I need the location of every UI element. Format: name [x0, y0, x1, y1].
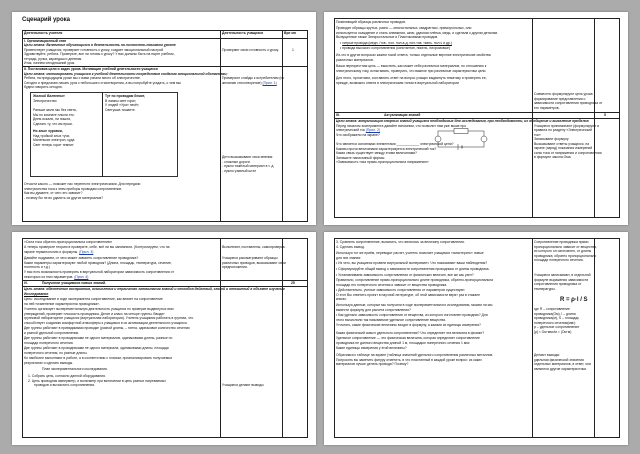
students-text: Записывают формулу — [534, 137, 569, 141]
section-2-students: - нужно тяжёлый материал в т. д. — [222, 164, 275, 168]
students-text: различных проводов, высказывают свои — [222, 260, 286, 265]
text-line: для них знания: — [336, 255, 361, 260]
text-line: Перед началом эксперимента давайте вспомним, что позволит нам уже выше про — [336, 123, 467, 128]
page-4 — [324, 232, 628, 445]
students-text: температуры. — [534, 286, 556, 291]
text-line: и разной удельной сопротивлении. — [24, 330, 80, 335]
text-line: 4. Сделать вывод. — [336, 244, 365, 249]
students-text: отдельных материалов, в ответ, они — [534, 362, 591, 366]
section-2-goal: Цели этапа: мотивировать учащихся к учебной деятельности посредством создания эмоциональной обстановки; — [24, 71, 228, 76]
text-line: этого вычислили так называемое удельное сопротивление вещества. — [336, 317, 447, 322]
students-text: являются другие характеристики. — [534, 366, 587, 371]
section-2-students: Примеряют слайды к истребителям (по — [222, 76, 285, 80]
section-2-heading: II. Постановка цели и задач урока. Мотивация учебной деятельности учащихся — [24, 67, 158, 71]
section-1-text: Итак, начнем сегодняшний урок. — [24, 61, 76, 65]
text-line: Выпущенные также Элекростальные и Пластиковыми проводов. — [336, 35, 439, 39]
list-item: • провода высокого сопротивления (константан, никель, нихромовые) — [340, 45, 451, 50]
section-1-heading: I. Организационный этап — [24, 39, 67, 43]
students-text: сопротивления проводника от — [534, 282, 582, 286]
section-1-goal: Цели этапа: Включение обучающихся в деятельность на личностно-значимом уровне — [24, 43, 176, 47]
text-line: Обратимся к таблице на экране (таблица значений удельного сопротивления различных металлов. — [336, 353, 494, 357]
poem-stanza-title: Тут по проводам бежит, — [105, 94, 146, 98]
appendix-link[interactable]: (Прил. 1) — [262, 80, 277, 85]
section-2-students: Дети высказывают свои мнения: — [222, 155, 274, 159]
text-line: Используя тот же приём, переводят расчет, учитель помогает учащимся «смастерить» новые — [336, 251, 484, 255]
students-text: проводника; обратно пропорционально — [534, 253, 597, 258]
students-text: формирование представления о — [534, 96, 586, 101]
students-text: ρ – удельное сопротивление — [534, 325, 580, 329]
section-2-text: будем говорить сегодня. — [24, 85, 63, 89]
circuit-diagram — [434, 128, 489, 150]
students-text: зависимости сопротивления проводника от — [534, 101, 603, 105]
students-text: его параметров. — [534, 105, 560, 110]
text-line: Приводит образцы крутых, разно — многостальных, квадратных, прямоугольных, или — [336, 26, 472, 30]
text-line: экране терминологию и формулы. (Прил. 3) — [24, 249, 94, 254]
text-line: книгах. — [336, 297, 347, 301]
students-text: в формуле закона Ома. — [534, 155, 572, 159]
students-text: ток» — [534, 132, 541, 137]
section-2-text: Как вы думаете, от чего это зависит? — [24, 191, 83, 195]
section-2-text: электричества тока к этим приборы проводам сопротивление. — [24, 186, 123, 191]
section-1-text: Приветствует учащихся, проверяет готовность к уроку, создает эмоциональный настрой — [24, 47, 164, 52]
page-3 — [12, 232, 316, 445]
poem-line: Днем искали, ни пошли, — [33, 117, 72, 121]
text-line: электрическому току, испытывать, проверить, что важное при различные характеристики цели. — [336, 68, 487, 73]
text-line: Какая физический смысл удельного сопротивления? Что определяет эта величина в физике? — [336, 331, 485, 335]
text-line: Каковы прочи величинами характеризуется электрический ток? — [336, 146, 437, 151]
text-line: Что изображено на экране? — [336, 132, 380, 137]
text-line: «Сила тока обратно-пропорциональна сопротивлению» — [24, 240, 113, 244]
section-1-students: Проверяют свою готовность к уроку. — [222, 48, 279, 52]
poem-line: Мы по комнате плыли это. — [33, 112, 75, 117]
text-line: площади его поперечного сечения и зависит от вещества проводника. — [336, 282, 448, 287]
text-line: Цель: исследование в ходе эксперимента сопротивление, как влияет на сопротивление — [24, 297, 163, 301]
text-line: • Действительно, ученые зависимость сопротивления от параметров существуют. — [336, 288, 466, 292]
students-text: поперечного сечения(мм²) — [534, 320, 576, 325]
text-line: на ней «изменение характеристик проводника». — [24, 301, 100, 306]
text-line: различных материалов. — [336, 57, 374, 62]
text-line: материалов лучше делать провода? Почему? — [336, 362, 409, 366]
text-line: Давайте подумаем, от чего может зависеть сопротивление проводника? — [24, 256, 139, 260]
text-line: Ваша перекрестная цель — выяснить, как может себя различных материалов, по отношению к — [336, 64, 487, 68]
page-title: Сценарий урока — [22, 17, 70, 23]
section-3-heading: Актуализация знаний — [384, 113, 421, 117]
appendix-link[interactable]: (Прил. 2) — [365, 128, 381, 132]
students-text: Учащиеся припоминают (формулируют и — [534, 123, 600, 128]
text-line: 3. Сравнить сопротивление, выяснить, что являлось за величину сопротивления. — [336, 240, 465, 244]
text-line: • Как удельно зависимость сопротивления от вещества, из которого изготовлен проводник? Для — [336, 313, 488, 317]
poem-line: Маленьких электрон, куда — [33, 138, 75, 142]
text-line: Учитель организует эксперементальную деятельность учащихся по проверке выдвинутых ими — [24, 307, 174, 311]
students-text: Учащиеся делают выводы — [222, 383, 264, 387]
text-line: Ко наиболее выполняют в работе, а в соответствии с планом, проанализировать получаемых — [24, 356, 173, 360]
poem-line: Сделать ту, что им ерши. — [33, 121, 73, 126]
students-text: проводника(Ом), l – длина — [534, 311, 576, 316]
text-line: Какие единицы измерения у этой величины? — [336, 346, 407, 350]
section-2-text: - почему бы не во удалить из других материалов? — [24, 195, 104, 200]
text-line: вывести формулу для расчета сопротивления? — [336, 307, 411, 312]
text-line: Две группы работают в проводниками не одного материалов, одинаковыми длины, разные по — [24, 336, 173, 340]
text-line: О этот Вы ответить проект в научной литературе, об этой зависимости верят раз в стакане — [336, 292, 480, 297]
plan-step: 1. Собрать цепь, согласно данной оборудования. — [28, 374, 106, 378]
text-line: прежде, возможно ответа в электрическим тоном в виртуальной лаборатории — [336, 80, 459, 85]
poem-title: Жалкий Валентин — [33, 94, 65, 98]
text-line: Две группы работают в проводниками не одного материала, одинаковыми длины, площади — [24, 346, 169, 350]
page-1 — [12, 12, 316, 225]
students-text: предположения. — [222, 265, 248, 269]
poem-line: Светушка тишаете. — [105, 107, 136, 112]
poem-line: У людей «Ура» несёт, — [105, 103, 140, 107]
text-line: Для этого, прочитаем, составлять ответ на вопрос учащих выдвинуть тематику и проверить ее, — [336, 76, 487, 80]
text-line: плотность и т.д.) — [24, 265, 50, 269]
text-line: некоторых из этих параметров. (Прил. 4) — [24, 274, 89, 279]
students-text: удельная физической значения — [534, 357, 584, 362]
poem-subtitle: Электричество — [33, 99, 57, 103]
students-text: Учащиеся записывают, в отдельной — [534, 273, 591, 277]
students-text: пропорционально зависит от вещества, — [534, 244, 597, 249]
section-4-number: IV. — [24, 281, 28, 285]
text-line: Попросить вы заметить фигуру отметить, в что пластинный в каждой уроке вопрос: из каких — [336, 357, 482, 362]
text-line: У вас есть возможность проверить в виртуальной лаборатории зависимость сопротивления от — [24, 270, 174, 274]
section-2-students: желанию стихотворение) (Прил. 1) — [222, 80, 277, 85]
appendix-link[interactable]: (Прил. 4) — [74, 274, 89, 279]
text-line: Правильно, сопротивление прямо-пропорционально длине проводника, обратно-пропорциональна — [336, 278, 494, 282]
section-4-goal: Цель этапа: обеспечение восприятия, осмысления и первичного запоминания знаний и способов действий, связей и отношений в объекте изучения — [24, 287, 285, 291]
plan-step: проводов и вычислить сопротивления. — [34, 383, 96, 387]
header-students: Деятельность учащихся — [222, 31, 264, 35]
text-line: Что является основными элементами ____________ электрической цепи? — [336, 142, 454, 146]
list-item: • хитрые провода (медн. /тов., пол. пол-в-д. пол-тов. ткань. пол.ч и др.) — [340, 41, 452, 45]
students-text: Высказывают ответы учащихся, на — [534, 141, 590, 146]
text-line: используется осаждение и сталь алюминия, шпаг, удачная плёнка, медь, и сделала к другим деталям. — [336, 30, 498, 35]
poem-stanza-title: Но злые чуровки, — [33, 129, 63, 133]
text-line: • Устанавливаем зависимость сопротивления от физических величин, все же как узел? — [336, 273, 474, 277]
text-line: групповой лабораторное учащихся (виртуальная лаборатория). Учитель учащимся работать в группах, что — [24, 316, 194, 320]
students-text: из которого он изготовлен, от длины — [534, 249, 592, 253]
section-2-text: Сегодня я предлагаю начать урок с небольшого стихотворения, а вы попробуйте угадать, о чем мы — [24, 80, 181, 85]
plan-title: План экспериментального исследования. — [42, 367, 108, 371]
students-text: силы тока от напряжения и сопротивления — [534, 150, 602, 155]
text-line: площади поперечного сечения. — [24, 340, 74, 345]
text-line: Из-что в других вопросах кажем токой ответа, только отдельные верхние электрические свойства — [336, 53, 491, 57]
resistance-formula: R = ρ·l / S — [560, 297, 588, 303]
section-2-text: Ребята, на предыдущем уроке мы с вами узнали много об электричестве. — [24, 76, 141, 80]
text-line: • Сформулируйте общий вывод о зависимости сопротивления проводника от длины проводника. — [336, 267, 490, 271]
poem-line: Над тройкой злых тучи, — [33, 133, 71, 138]
text-line: Используя данные, которые мы получили в ходе экспериментального исследования, можем ли мы — [336, 303, 493, 307]
text-line: проводника не данного вещества длиной 1 м, площадью поперечного сечения 1 мм² — [336, 340, 470, 345]
students-text: где R – сопротивление — [534, 307, 570, 311]
students-text: Сопротивление проводника прямо — [534, 240, 589, 244]
section-1-text: Здравствуйте, ребята. Проверьте, все ли готовы к уроку? У вас должны быть на парте учебник, — [24, 52, 175, 56]
section-2-students: - нужно узкиеый штат — [222, 168, 257, 173]
text-line: Какие параметры характеризуют любой проводник? (Длина, площадь, температура, сечение, — [24, 260, 172, 265]
students-text: экране (заряд) показания измерений — [534, 146, 593, 150]
section-1-text: тетрадь, ручка, карандаш и дневник. — [24, 56, 83, 61]
students-text: Делают выводы: — [534, 353, 561, 357]
plan-step: 2. Цепь проводник амперметр, и вольтметр при включении в цепь разных нагреваемых — [28, 378, 166, 383]
section-4-subheading: Исследование — [24, 292, 49, 296]
text-line: Удельное сопротивление — это физическая величина, которая определяет сопротивление — [336, 336, 480, 340]
text-line: Какая связь существует между этими величинами? — [336, 151, 417, 155]
section-2-text: Отчасти какого — поможет нас перенести электрическими. Для передачи — [24, 182, 141, 186]
text-line: электрический ток (Прил. 2) — [336, 128, 381, 132]
students-text: правила по разделу «Электрический — [534, 128, 592, 132]
section-2-students: - сложные дороги — [222, 159, 250, 164]
header-time: Вре мя — [284, 31, 296, 35]
section-1-time: 1 — [292, 48, 294, 52]
students-text: проводника(м), S – площадь — [534, 316, 580, 320]
appendix-link[interactable]: (Прил. 3) — [79, 249, 94, 254]
text-line: Появляющий образцы различных проводов. — [336, 20, 406, 24]
students-text: Совместно формулируют цель урока: — [534, 92, 594, 96]
students-text: Учащиеся рассматривают образцы — [222, 256, 278, 260]
text-line: А теперь проверьте теорию в проверите, себе, всё ли вы запомнили. (Контролируем, что на — [24, 245, 170, 249]
text-line: Уточнять, какие физические величины входят в формулу, а какими их единицы измерения? — [336, 323, 481, 327]
text-line: • Из чего, вы учащиеся провели виртуальный эксперимент. Что показывают ваши наблюдения? — [336, 261, 488, 265]
poem-line: В лампы свет горит, — [105, 98, 137, 103]
text-line: результатах и сделать выводы. — [24, 360, 74, 365]
text-line: поперечного сечения, но разные длины. — [24, 350, 88, 355]
students-text: формуле выражения зависимости — [534, 277, 589, 282]
text-line: «Зависимость тока прямо-пропорциональна напряжению» — [336, 160, 429, 164]
students-text: [ρ] = Ом·мм²/м = (Ом·м) — [534, 329, 572, 334]
section-3-goal: Цели этапа: актуализация опорных знаний учащихся необходимых для исследования, при необходимости, их обобщение и выявление пробелов — [336, 118, 589, 123]
students-text: Выполняют, поставлены, самопроверка. — [222, 245, 286, 249]
section-3-number: III. — [336, 113, 340, 117]
poem-line: Раньше жили мы без света, — [33, 108, 77, 112]
header-teacher: Деятельность учителя — [24, 31, 63, 35]
text-line: Запишите написанный формы: — [336, 155, 385, 160]
text-line: утверждений, проверяет плоскость проводника. Делит и класс на четыре группы. Вводит — [24, 311, 165, 316]
section-4-time: 25 — [291, 281, 295, 285]
poem-line: Свет теперь горит темнит. — [33, 142, 75, 147]
students-text: площади поперечного сечения. — [534, 258, 584, 262]
text-line: способствует созданию комфортной атмосферы к учащимся в их активизации деятельности учащихся. — [24, 320, 188, 325]
page-2 — [324, 12, 628, 225]
text-line: Две группы работают в привидимыми проводке (разной длины, – пятна, одинаковое количество сечении — [24, 326, 190, 330]
section-4-heading: Получение учащимися новых знаний. — [42, 281, 107, 285]
section-3-time: 5 — [604, 113, 606, 117]
